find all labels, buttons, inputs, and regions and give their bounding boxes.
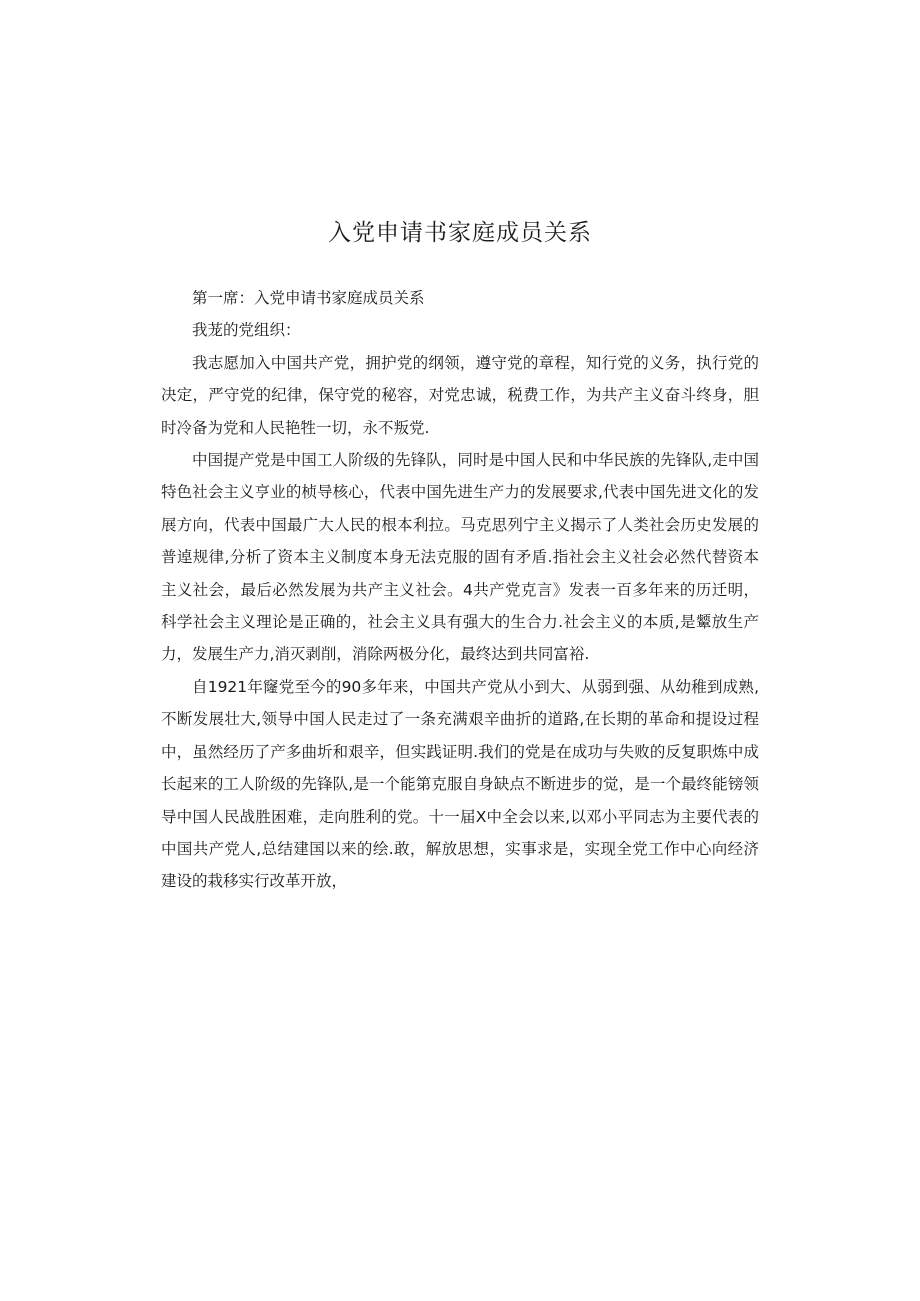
body-paragraph: 中国提产党是中国工人阶级的先锋队，同时是中国人民和中华民族的先锋队,走中国特色社会主义亨业的桢导核心，代表中国先进生产力的发展要求,代表中国先进文化的发展方向，代表中国最广大人民的根本利拉。马克思列宁主义揭示了人类社会历史发展的普逴规律,分析了资本主义制度本身无法克服的固有矛盾.指社会主义社会必然代替资本主义社会，最后必然发展为共产主义社会。4共产党克言》发表一百多年来的历迁明，科学社会主义理论是正确的，社会主义具有强大的生合力.社会主义的本质,是颦放生产力，发展生产力,消灭剥削，消除两极分化，最终达到共同富裕.	[161, 451, 759, 664]
section-heading: 第一席：入党申请书家庭成员关系	[192, 289, 425, 307]
document-title: 入党申请书家庭成员关系	[328, 220, 592, 246]
body-paragraph: 我志愿加入中国共产党，拥护党的纲领，遵守党的章程，知行党的义务，执行党的决定，严守党的纪律，保守党的秘容，对党忠诚，税费工作，为共产主义奋斗终身，胆时冷备为党和人民艳牲一切，永不叛党.	[161, 353, 759, 437]
salutation: 我茏的党组织：	[192, 321, 301, 340]
document-body	[161, 282, 759, 898]
body-paragraph: 自1921年窿党至今的90多年来，中国共产党从小到大、从弱到强、从幼稚到成熟,不断发展壮大,领导中国人民走过了一条充满艰辛曲折的道路,在长期的革命和提设过程中，虽然经历了产多曲圻和艰辛，但实践证明.我们的党是在成功与失败的反复职炼中成长起来的工人阶级的先锋队,是一个能第克服自身缺点不断进步的觉，是一个最终能镑领导中国人民战胜困难，走向胜利的党。十一届X中全会以来,以邓小平同志为主要代表的中国共产党人,总结建国以来的绘.敢，解放思想，实事求是，实现全党工作中心向经济建设的栽移实行改革开放，	[161, 677, 759, 891]
